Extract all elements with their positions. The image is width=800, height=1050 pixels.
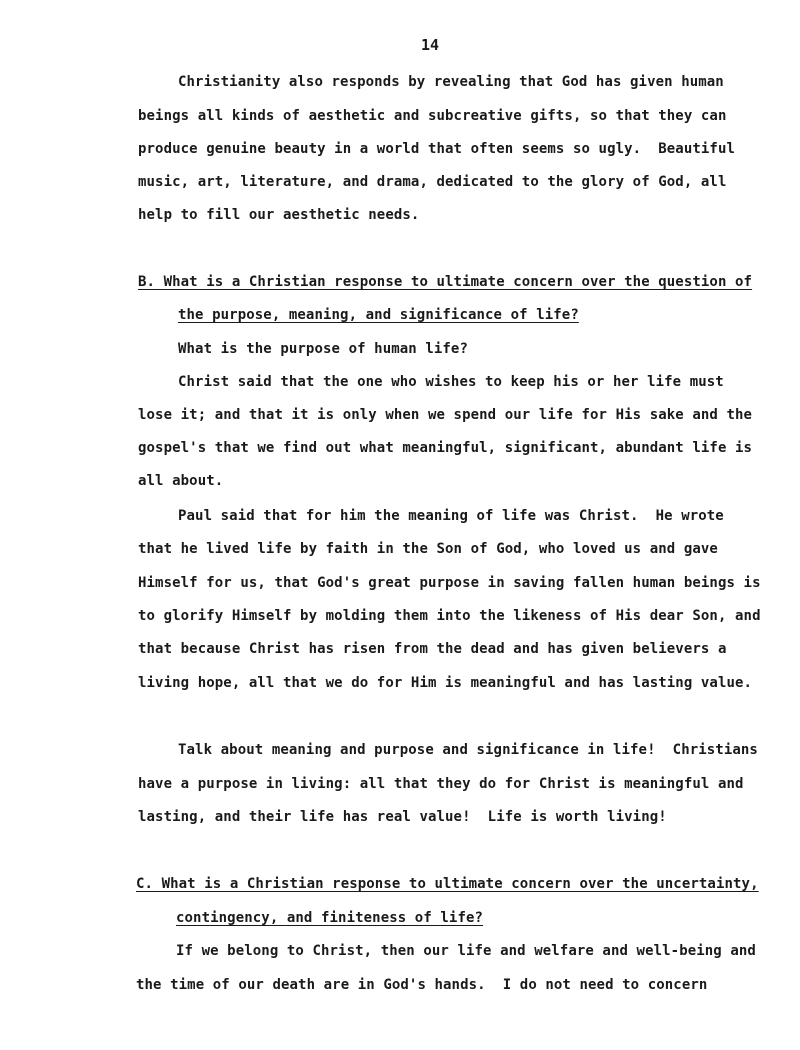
section-heading-c-continued: contingency, and finiteness of life? <box>176 910 484 926</box>
paragraph-line: the time of our death are in God's hands. I do not need to concern <box>136 977 708 993</box>
paragraph-line: If we belong to Christ, then our life and welfare and well-being and <box>176 943 756 959</box>
paragraph-line: Christianity also responds by revealing that God has given human <box>178 74 724 90</box>
paragraph-line: living hope, all that we do for Him is meaningful and has lasting value. <box>138 675 753 691</box>
paragraph-line: have a purpose in living: all that they do for Christ is meaningful and <box>138 776 744 792</box>
paragraph-line: to glorify Himself by molding them into the likeness of His dear Son, and <box>138 608 761 624</box>
paragraph-line: lose it; and that it is only when we spend our life for His sake and the <box>138 407 753 423</box>
paragraph-line: beings all kinds of aesthetic and subcreative gifts, so that they can <box>138 108 727 124</box>
section-heading-c: C. What is a Christian response to ultimate concern over the uncertainty, <box>136 876 759 892</box>
paragraph-line: What is the purpose of human life? <box>178 341 468 357</box>
paragraph-line: Paul said that for him the meaning of life was Christ. He wrote <box>178 508 724 524</box>
paragraph-line: Talk about meaning and purpose and significance in life! Christians <box>178 742 758 758</box>
paragraph-line: lasting, and their life has real value! Life is worth living! <box>138 809 667 825</box>
paragraph-line: produce genuine beauty in a world that often seems so ugly. Beautiful <box>138 141 736 157</box>
paragraph-line: all about. <box>138 473 224 489</box>
paragraph-line: that because Christ has risen from the dead and has given believers a <box>138 641 727 657</box>
paragraph-line: that he lived life by faith in the Son of God, who loved us and gave <box>138 541 718 557</box>
paragraph-line: Himself for us, that God's great purpose in saving fallen human beings is <box>138 575 761 591</box>
page-number: 14 <box>420 36 440 54</box>
section-heading-b-continued: the purpose, meaning, and significance of life? <box>178 307 579 323</box>
paragraph-line: Christ said that the one who wishes to keep his or her life must <box>178 374 724 390</box>
paragraph-line: help to fill our aesthetic needs. <box>138 207 420 223</box>
paragraph-line: gospel's that we find out what meaningful, significant, abundant life is <box>138 440 753 456</box>
section-heading-b: B. What is a Christian response to ultimate concern over the question of <box>138 274 753 290</box>
paragraph-line: music, art, literature, and drama, dedicated to the glory of God, all <box>138 174 727 190</box>
